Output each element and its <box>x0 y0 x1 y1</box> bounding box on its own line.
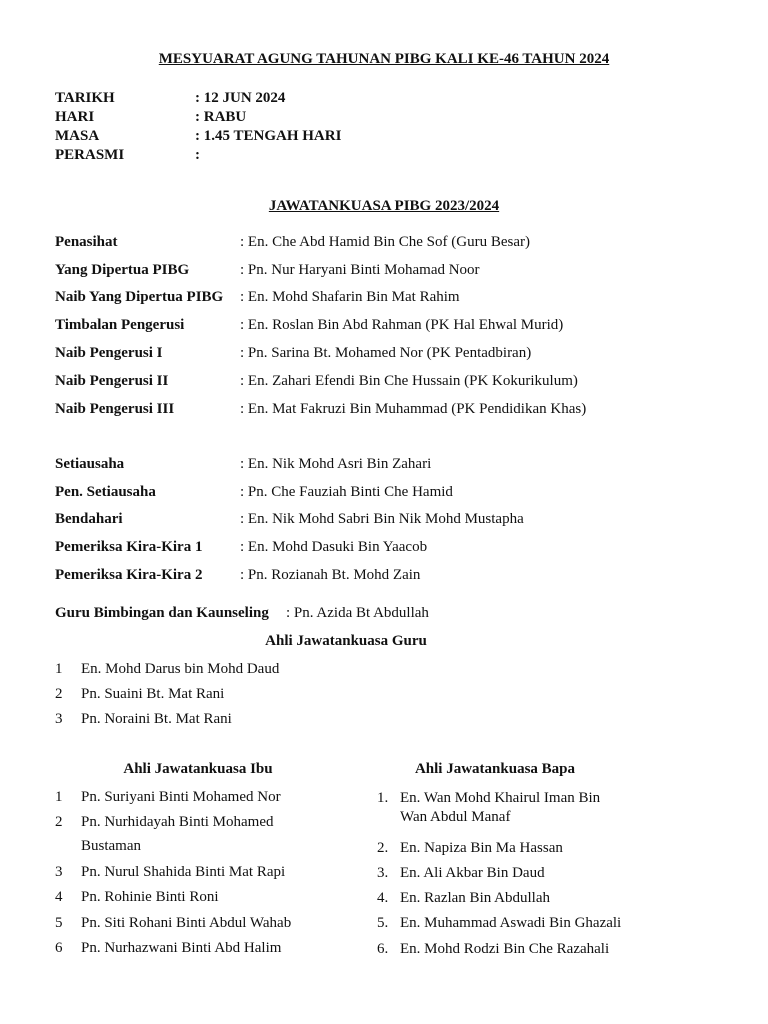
list-item: Pn. Nurhidayah Binti Mohamed <box>81 814 274 830</box>
list-item-number: 3. <box>377 865 389 881</box>
list-item: En. Muhammad Aswadi Bin Ghazali <box>400 915 622 931</box>
list-item-number: 1 <box>55 661 63 677</box>
meeting-value-officiator: : <box>195 147 200 163</box>
officer-name: : En. Che Abd Hamid Bin Che Sof (Guru Besar) <box>240 234 530 250</box>
officer-role: Naib Yang Dipertua PIBG <box>55 289 224 305</box>
list-item: Pn. Nurul Shahida Binti Mat Rapi <box>81 864 286 880</box>
list-item-number: 4 <box>55 889 63 905</box>
counselor-role: Guru Bimbingan dan Kaunseling <box>55 605 269 621</box>
list-item: En. Razlan Bin Abdullah <box>400 890 550 906</box>
officer-role: Pen. Setiausaha <box>55 484 156 500</box>
officer-role: Yang Dipertua PIBG <box>55 262 190 278</box>
list-item-number: 1 <box>55 789 63 805</box>
mothers-heading: Ahli Jawatankuasa Ibu <box>123 761 273 777</box>
list-item-number: 2 <box>55 686 63 702</box>
officer-name: : Pn. Nur Haryani Binti Mohamad Noor <box>240 262 480 278</box>
officer-name: : En. Zahari Efendi Bin Che Hussain (PK Kokurikulum) <box>240 373 578 389</box>
meeting-label-date: TARIKH <box>55 90 115 106</box>
teachers-heading: Ahli Jawatankuasa Guru <box>265 633 427 649</box>
officer-name: : Pn. Che Fauziah Binti Che Hamid <box>240 484 453 500</box>
list-item: Pn. Rohinie Binti Roni <box>81 889 219 905</box>
officer-name: : En. Roslan Bin Abd Rahman (PK Hal Ehwal Murid) <box>240 317 564 333</box>
list-item-number: 6. <box>377 941 389 957</box>
counselor-name: : Pn. Azida Bt Abdullah <box>286 605 429 621</box>
list-item-number: 6 <box>55 940 63 956</box>
list-item-continuation: Wan Abdul Manaf <box>400 809 511 825</box>
fathers-heading: Ahli Jawatankuasa Bapa <box>414 761 576 777</box>
officer-name: : En. Mohd Shafarin Bin Mat Rahim <box>240 289 460 305</box>
officer-name: : En. Mohd Dasuki Bin Yaacob <box>240 539 428 555</box>
list-item-number: 4. <box>377 890 389 906</box>
meeting-value-time: : 1.45 TENGAH HARI <box>195 128 342 144</box>
officer-name: : Pn. Rozianah Bt. Mohd Zain <box>240 567 421 583</box>
officer-role: Penasihat <box>55 234 118 250</box>
officer-name: : En. Nik Mohd Asri Bin Zahari <box>240 456 432 472</box>
list-item: Pn. Noraini Bt. Mat Rani <box>81 711 232 727</box>
list-item-number: 1. <box>377 790 389 806</box>
meeting-label-time: MASA <box>55 128 100 144</box>
officer-name: : En. Mat Fakruzi Bin Muhammad (PK Pendidikan Khas) <box>240 401 587 417</box>
meeting-value-date: : 12 JUN 2024 <box>195 90 286 106</box>
officer-role: Naib Pengerusi I <box>55 345 163 361</box>
document-title: MESYUARAT AGUNG TAHUNAN PIBG KALI KE-46 TAHUN 2024 <box>158 51 610 67</box>
list-item-number: 3 <box>55 864 63 880</box>
officer-role: Setiausaha <box>55 456 125 472</box>
officer-role: Pemeriksa Kira-Kira 1 <box>55 539 203 555</box>
meeting-label-officiator: PERASMI <box>55 147 125 163</box>
committee-title: JAWATANKUASA PIBG 2023/2024 <box>268 198 500 214</box>
list-item-number: 5 <box>55 915 63 931</box>
officer-role: Timbalan Pengerusi <box>55 317 185 333</box>
officer-name: : En. Nik Mohd Sabri Bin Nik Mohd Mustapha <box>240 511 524 527</box>
list-item: En. Wan Mohd Khairul Iman Bin <box>400 790 601 806</box>
officer-role: Naib Pengerusi II <box>55 373 169 389</box>
list-item-number: 5. <box>377 915 389 931</box>
list-item-number: 3 <box>55 711 63 727</box>
meeting-value-day: : RABU <box>195 109 247 125</box>
list-item: En. Mohd Rodzi Bin Che Razahali <box>400 941 610 957</box>
officer-name: : Pn. Sarina Bt. Mohamed Nor (PK Pentadbiran) <box>240 345 532 361</box>
list-item-number: 2. <box>377 840 389 856</box>
officer-role: Naib Pengerusi III <box>55 401 175 417</box>
meeting-label-day: HARI <box>55 109 95 125</box>
list-item: Pn. Nurhazwani Binti Abd Halim <box>81 940 282 956</box>
list-item: En. Napiza Bin Ma Hassan <box>400 840 563 856</box>
list-item: En. Mohd Darus bin Mohd Daud <box>81 661 280 677</box>
list-item: Pn. Suaini Bt. Mat Rani <box>81 686 225 702</box>
list-item-continuation: Bustaman <box>81 838 141 854</box>
list-item: Pn. Siti Rohani Binti Abdul Wahab <box>81 915 292 931</box>
officer-role: Pemeriksa Kira-Kira 2 <box>55 567 203 583</box>
list-item-number: 2 <box>55 814 63 830</box>
list-item: Pn. Suriyani Binti Mohamed Nor <box>81 789 281 805</box>
officer-role: Bendahari <box>55 511 123 527</box>
list-item: En. Ali Akbar Bin Daud <box>400 865 545 881</box>
